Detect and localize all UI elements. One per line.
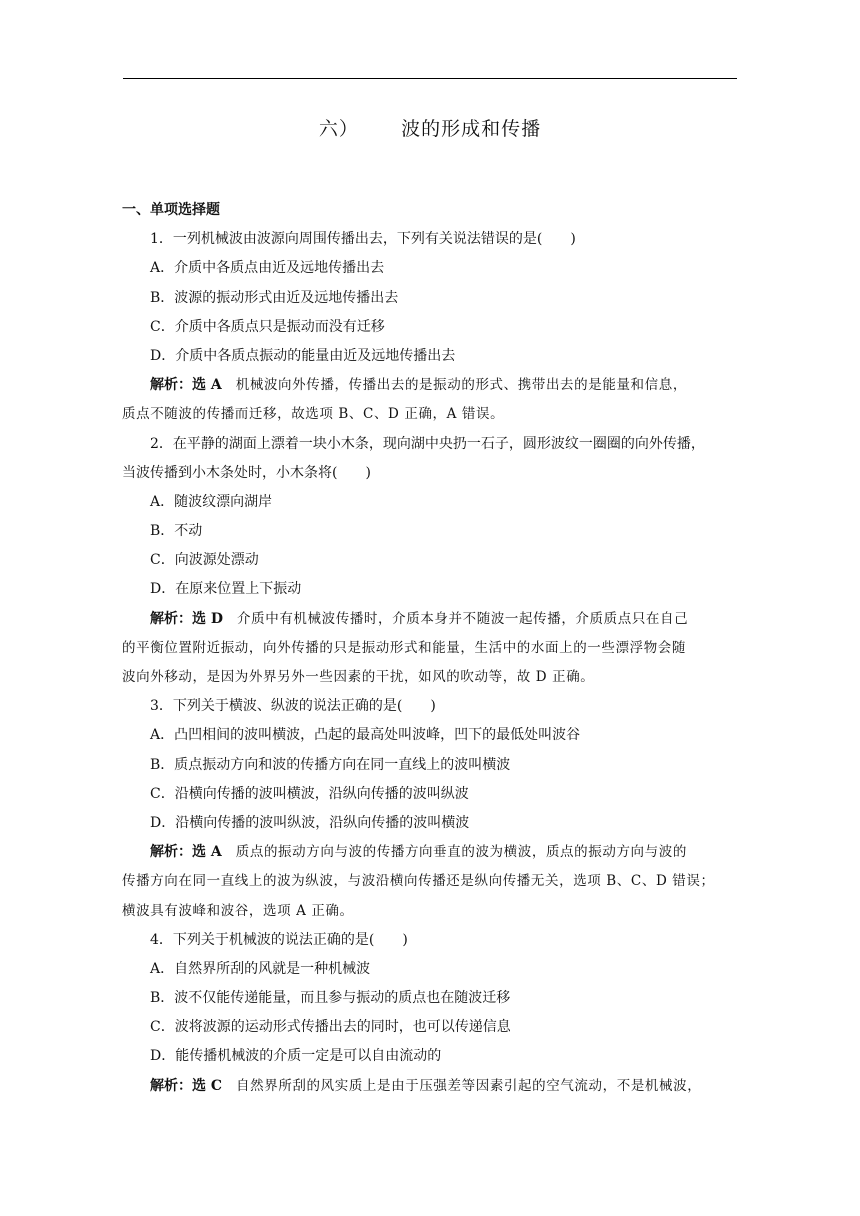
question-4-answer xyxy=(122,1072,740,1101)
question-1-answer-label: 解析：选 A xyxy=(150,377,222,394)
question-4-option-d: D．能传播机械波的介质一定是可以自由流动的 xyxy=(150,1048,442,1065)
question-2-stem: 2．在平静的湖面上漂着一块小木条，现向湖中央扔一石子，圆形波纹一圈圈的向外传播， xyxy=(150,435,705,452)
page-title xyxy=(0,114,860,141)
question-1-answer xyxy=(122,371,740,400)
question-3-stem: 3．下列关于横波、纵波的说法正确的是( ) xyxy=(150,698,436,715)
question-3-answer-text: 质点的振动方向与波的传播方向垂直的波为横波，质点的振动方向与波的 xyxy=(235,844,687,861)
question-2-answer-cont-2: 波向外移动，是因为外界另外一些因素的干扰，如风的吹动等，故 D 正确。 xyxy=(122,669,595,685)
question-3-option-d: D．沿横向传播的波叫纵波，沿纵向传播的波叫横波 xyxy=(150,814,470,831)
question-3-answer xyxy=(122,838,740,867)
question-3-answer-cont-1: 传播方向在同一直线上的波为纵波，与波沿横向传播还是纵向传播无关，选项 B、C、D 错误； xyxy=(122,873,715,890)
question-2-option-a: A．随波纹漂向湖岸 xyxy=(150,493,273,510)
question-4-answer-text: 自然界所刮的风实质上是由于压强差等因素引起的空气流动，不是机械波， xyxy=(236,1077,702,1094)
question-1-stem: 1．一列机械波由波源向周围传播出去，下列有关说法错误的是( ) xyxy=(150,231,576,248)
question-2-answer xyxy=(122,605,740,634)
question-3-option-b: B．质点振动方向和波的传播方向在同一直线上的波叫横波 xyxy=(150,756,511,773)
question-2-answer-text: 介质中有机械波传播时，介质本身并不随波一起传播，介质质点只在自己 xyxy=(237,610,689,627)
title-number: 六） xyxy=(318,118,359,140)
question-2-option-c: C．向波源处漂动 xyxy=(150,552,259,569)
question-2-option-d: D．在原来位置上下振动 xyxy=(150,581,302,598)
question-4-answer-label: 解析：选 C xyxy=(150,1077,223,1094)
title-text: 波的形成和传播 xyxy=(401,118,542,140)
header-rule xyxy=(123,78,737,79)
question-2-answer-label: 解析：选 D xyxy=(150,610,224,627)
question-1-option-b: B．波源的振动形式由近及远地传播出去 xyxy=(150,289,399,306)
question-3-answer-label: 解析：选 A xyxy=(150,844,222,861)
question-2-answer-cont-1: 的平衡位置附近振动，向外传播的只是振动形式和能量，生活中的水面上的一些漂浮物会随 xyxy=(122,639,686,656)
question-3-option-a: A．凸凹相间的波叫横波，凸起的最高处叫波峰，凹下的最低处叫波谷 xyxy=(150,727,581,744)
question-4-option-c: C．波将波源的运动形式传播出去的同时，也可以传递信息 xyxy=(150,1019,511,1036)
question-4-option-a: A．自然界所刮的风就是一种机械波 xyxy=(150,960,371,977)
question-1-option-d: D．介质中各质点振动的能量由近及远地传播出去 xyxy=(150,347,456,364)
question-2-option-b: B．不动 xyxy=(150,523,203,540)
question-list xyxy=(122,196,740,1101)
question-1-option-a: A．介质中各质点由近及远地传播出去 xyxy=(150,260,385,277)
question-4-option-b: B．波不仅能传递能量，而且参与振动的质点也在随波迁移 xyxy=(150,990,511,1007)
question-1-answer-text: 机械波向外传播，传播出去的是振动的形式、携带出去的是能量和信息， xyxy=(235,377,687,394)
question-4-stem: 4．下列关于机械波的说法正确的是( ) xyxy=(150,931,408,948)
section-heading: 一、单项选择题 xyxy=(122,202,220,218)
question-2-stem-cont: 当波传播到小木条处时，小木条将( ) xyxy=(122,464,371,481)
question-1-answer-cont: 质点不随波的传播而迁移，故选项 B、C、D 正确，A 错误。 xyxy=(122,406,505,423)
question-1-option-c: C．介质中各质点只是振动而没有迁移 xyxy=(150,318,385,335)
question-3-answer-cont-2: 横波具有波峰和波谷，选项 A 正确。 xyxy=(122,902,354,919)
question-3-option-c: C．沿横向传播的波叫横波，沿纵向传播的波叫纵波 xyxy=(150,785,469,802)
